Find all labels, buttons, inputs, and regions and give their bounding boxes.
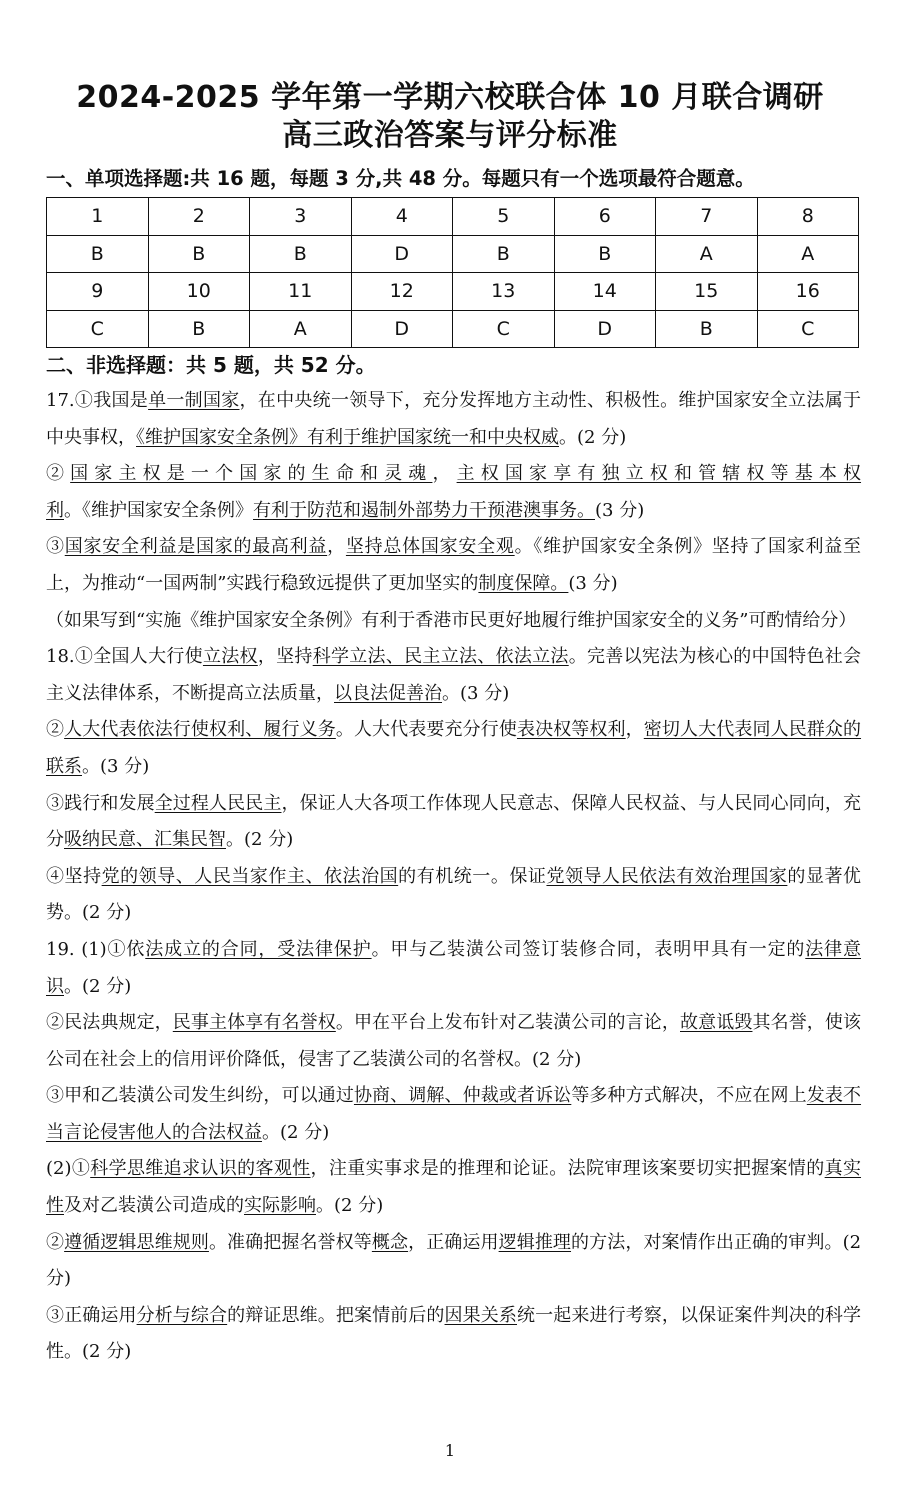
key-point-underlined: 全过程人民民主: [154, 792, 282, 814]
answer-text: 17.①我国是: [46, 390, 149, 411]
section-heading-non-choice: 二、非选择题：共 5 题，共 52 分。: [46, 353, 376, 377]
answer-text: ②: [46, 719, 65, 741]
answer-paragraph: [46, 1005, 861, 1078]
answer-text: 。《维护国家安全条例》: [64, 499, 253, 521]
answer-text: ，保证人大各项工作体现人民意志、保障人民权益、与人民同心同向，充分: [46, 792, 862, 851]
answer-text: 。(2 分): [226, 829, 294, 851]
key-point-underlined: 党领导人民依法有效治理国家: [546, 865, 788, 887]
document-subtitle: 高三政治答案与评分标准: [282, 118, 618, 153]
key-point-underlined: 真实性: [46, 1158, 862, 1217]
answer-text: 。(3 分): [442, 682, 510, 704]
key-point-underlined: 民事主体享有名誉权: [172, 1012, 336, 1034]
answer-text: ③正确运用: [46, 1304, 137, 1326]
question-number-cell: 12: [351, 273, 453, 311]
question-number-cell: 11: [250, 273, 352, 311]
answer-text: 。(2 分): [316, 1195, 384, 1217]
answer-cell: B: [250, 235, 352, 273]
answer-text: ，: [432, 463, 457, 485]
answer-paragraph: [46, 932, 861, 1005]
answer-paragraph: [46, 712, 861, 785]
answer-text: ，注重实事求是的推理和论证。法院审理该案要切实把握案情的: [310, 1158, 825, 1180]
key-point-underlined: 法律意识: [46, 938, 862, 997]
question-number-cell: 2: [148, 198, 250, 236]
key-point-underlined: 故意诋毁: [680, 1012, 753, 1034]
question-number-cell: 8: [757, 198, 859, 236]
document-title: 2024-2025 学年第一学期六校联合体 10 月联合调研: [76, 80, 824, 115]
question-number-cell: 15: [656, 273, 758, 311]
answer-text: 。甲在平台上发布针对乙装潢公司的言论，: [335, 1012, 680, 1034]
answer-text: 的方法，对案情作出正确的审判。(2 分): [46, 1231, 862, 1290]
answer-text: ②: [46, 463, 71, 485]
answer-paragraph: [46, 603, 861, 640]
key-point-underlined: 《维护国家安全条例》有利于维护国家统一和中央权威: [136, 426, 559, 448]
answer-paragraph: [46, 639, 861, 712]
key-point-underlined: 科学立法、民主立法、依法立法: [312, 646, 569, 668]
answer-cell: D: [351, 235, 453, 273]
answer-paragraph: [46, 1298, 861, 1371]
key-point-underlined: 密切人大代表同人民群众的联系: [46, 719, 862, 777]
key-point-underlined: 单一制国家: [148, 390, 240, 411]
answer-text: 。甲与乙装潢公司签订装修合同，表明甲具有一定的: [371, 938, 806, 960]
answer-paragraph: [46, 786, 861, 859]
key-point-underlined: 表决权等权利: [516, 719, 626, 741]
key-point-underlined: 法成立的合同，受法律保护: [145, 938, 372, 960]
key-point-underlined: 以良法促善治: [334, 682, 442, 704]
key-point-underlined: 国家安全利益是国家的最高利益: [64, 536, 328, 558]
key-point-underlined: 党的领导、人民当家作主、依法治国: [101, 865, 399, 887]
answer-cell: B: [453, 235, 555, 273]
key-point-underlined: 有利于防范和遏制外部势力干预港澳事务。: [253, 499, 595, 521]
key-point-underlined: 实际影响: [244, 1195, 316, 1217]
answer-text: 的辩证思维。把案情前后的: [227, 1304, 445, 1326]
key-point-underlined: 因果关系: [444, 1304, 517, 1326]
question-number-cell: 13: [453, 273, 555, 311]
answer-text: ②: [46, 1231, 65, 1253]
answer-text: (3 分): [568, 572, 618, 594]
key-point-underlined: 国家主权是一个国家的生命和灵魂: [70, 463, 433, 485]
question-number-cell: 3: [250, 198, 352, 236]
answer-paragraph: [46, 529, 861, 602]
answer-text: ，在中央统一领导下，充分发挥地方主动性、积极性。维护国家安全立法属于中央事权，: [46, 390, 861, 448]
answer-text: 。(3 分): [82, 755, 150, 777]
answer-cell: B: [554, 235, 656, 273]
key-point-underlined: 分析与综合: [136, 1304, 228, 1326]
question-number-cell: 7: [656, 198, 758, 236]
answer-cell: C: [757, 310, 859, 348]
answer-cell: B: [148, 310, 250, 348]
answer-text: 。(2 分): [262, 1121, 330, 1143]
answer-body: [46, 383, 861, 1371]
question-number-cell: 4: [351, 198, 453, 236]
key-point-underlined: 人大代表依法行使权利、履行义务: [64, 719, 336, 741]
answer-cell: A: [757, 235, 859, 273]
answer-cell: B: [656, 310, 758, 348]
answer-text: 。完善以宪法为核心的中国特色社会主义法律体系，不断提高立法质量，: [46, 646, 862, 704]
key-point-underlined: 协商、调解、仲裁或者诉讼: [353, 1085, 572, 1107]
question-number-row: [47, 273, 859, 311]
page-number: 1: [444, 1441, 456, 1460]
key-point-underlined: 吸纳民意、汇集民智: [64, 829, 226, 851]
question-number-cell: 16: [757, 273, 859, 311]
key-point-underlined: 制度保障。: [478, 572, 569, 594]
answer-text: ，正确运用: [408, 1231, 499, 1253]
key-point-underlined: 科学思维追求认识的客观性: [90, 1158, 311, 1180]
answer-text: ④坚持: [46, 865, 102, 887]
key-point-underlined: 立法权: [202, 646, 258, 668]
answer-key-table: [46, 197, 859, 348]
answer-text: 。(2 分): [64, 975, 132, 997]
answer-paragraph: [46, 1151, 861, 1224]
answer-text: 等多种方式解决，不应在网上: [571, 1085, 807, 1107]
question-number-cell: 5: [453, 198, 555, 236]
answer-row: [47, 235, 859, 273]
answer-cell: B: [148, 235, 250, 273]
answer-text: ，: [327, 536, 346, 558]
answer-cell: B: [47, 235, 149, 273]
answer-text: 的显著优势。(2 分): [46, 865, 862, 924]
question-number-cell: 6: [554, 198, 656, 236]
answer-text: ②民法典规定，: [46, 1012, 173, 1034]
answer-text: （如果写到“实施《维护国家安全条例》有利于香港市民更好地履行维护国家安全的义务”可酌情给分）: [46, 609, 857, 631]
answer-text: 18.①全国人大行使: [46, 646, 203, 668]
answer-text: 的有机统一。保证: [398, 865, 547, 887]
answer-paragraph: [46, 1078, 861, 1151]
question-number-cell: 14: [554, 273, 656, 311]
answer-text: (2)①: [46, 1158, 91, 1180]
answer-row: [47, 310, 859, 348]
answer-cell: C: [453, 310, 555, 348]
question-number-row: [47, 198, 859, 236]
question-number-cell: 9: [47, 273, 149, 311]
key-point-underlined: 主权国家享有独立权和管辖权等基本权利: [46, 463, 862, 521]
key-point-underlined: 概念: [371, 1231, 409, 1253]
answer-text: 。《维护国家安全条例》坚持了国家利益至上，为推动“一国两制”实践行稳致远提供了更加坚实的: [46, 536, 862, 594]
answer-text: 。人大代表要充分行使: [335, 719, 517, 741]
answer-text: 其名誉，使该公司在社会上的信用评价降低，侵害了乙装潢公司的名誉权。(2 分): [46, 1012, 862, 1070]
answer-paragraph: [46, 456, 861, 529]
answer-text: 及对乙装潢公司造成的: [64, 1195, 244, 1217]
answer-text: ，: [625, 719, 644, 741]
key-point-underlined: 逻辑推理: [498, 1231, 572, 1253]
answer-text: 统一起来进行考察，以保证案件判决的科学性。(2 分): [46, 1304, 862, 1363]
question-number-cell: 10: [148, 273, 250, 311]
answer-paragraph: [46, 859, 861, 932]
answer-text: ，坚持: [257, 646, 313, 668]
answer-cell: C: [47, 310, 149, 348]
answer-text: ③践行和发展: [46, 792, 155, 814]
answer-cell: D: [554, 310, 656, 348]
answer-cell: D: [351, 310, 453, 348]
answer-cell: A: [250, 310, 352, 348]
answer-text: 。准确把握名誉权等: [208, 1231, 372, 1253]
answer-text: (3 分): [595, 499, 645, 521]
question-number-cell: 1: [47, 198, 149, 236]
answer-text: ③: [46, 536, 65, 558]
key-point-underlined: 坚持总体国家安全观: [345, 536, 515, 558]
answer-text: ③甲和乙装潢公司发生纠纷，可以通过: [46, 1085, 354, 1107]
answer-cell: A: [656, 235, 758, 273]
section-heading-multiple-choice: 一、单项选择题:共 16 题，每题 3 分,共 48 分。每题只有一个选项最符合题意。: [46, 167, 755, 190]
answer-paragraph: [46, 383, 861, 456]
answer-text: 。(2 分): [559, 426, 627, 448]
answer-paragraph: [46, 1225, 861, 1298]
answer-text: 19. (1)①依: [46, 938, 146, 960]
key-point-underlined: 遵循逻辑思维规则: [64, 1231, 209, 1253]
key-point-underlined: 发表不当言论侵害他人的合法权益: [46, 1085, 862, 1143]
